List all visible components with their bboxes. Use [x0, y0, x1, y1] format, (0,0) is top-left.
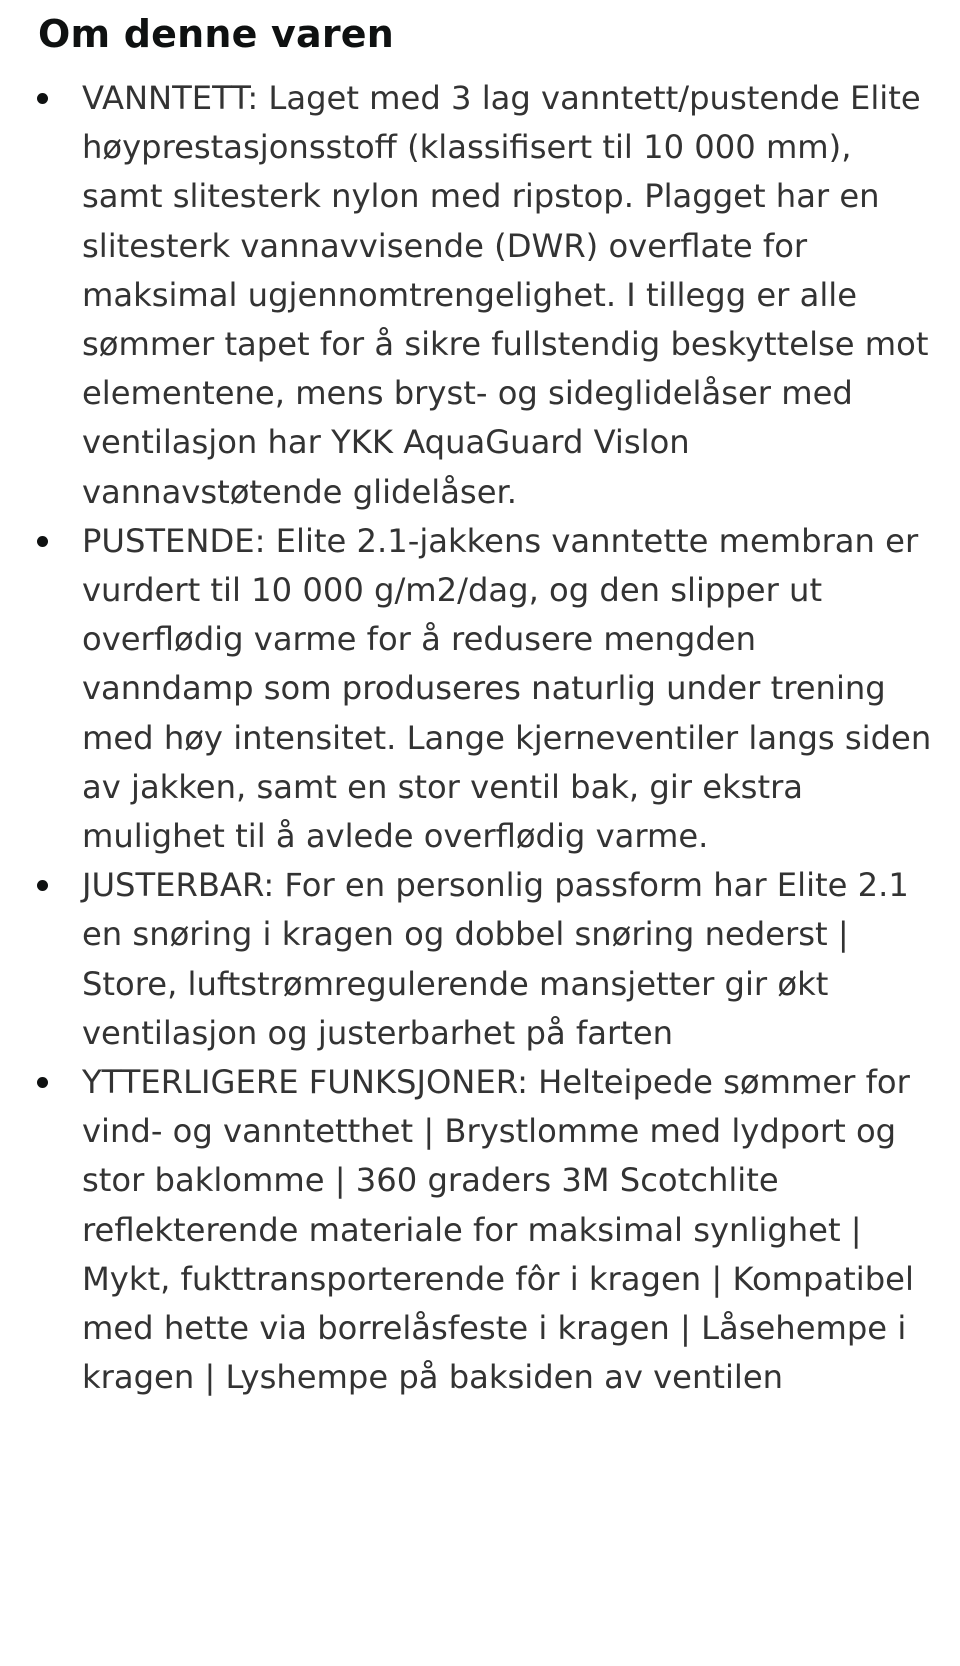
feature-bullet-text: YTTERLIGERE FUNKSJONER: Helteipede sømmer for vind- og vanntetthet | Brystlomme med lydport og stor baklomme | 360 graders 3M Scotchlite reflekterende materiale for maksimal synlighet | Mykt, fukttransporterende fôr i kragen | Kompatibel med hette via borrelåsfeste i kragen | Låsehempe i kragen | Lyshempe på baksiden av ventilen	[82, 1063, 914, 1397]
bullet-dot-icon	[37, 1077, 48, 1088]
bullet-dot-icon	[37, 93, 48, 104]
bullet-dot-icon	[37, 880, 48, 891]
bullet-dot-icon	[37, 536, 48, 547]
feature-bullet-waterproof	[0, 74, 960, 517]
feature-bullet-additional-features	[0, 1058, 960, 1402]
feature-bullet-text: VANNTETT: Laget med 3 lag vanntett/pustende Elite høyprestasjonsstoff (klassifisert til 10 000 mm), samt slitesterk nylon med ripstop. Plagget har en slitesterk vannavvisende (DWR) overflate for maksimal ugjennomtrengelighet. I tillegg er alle sømmer tapet for å sikre fullstendig beskyttelse mot elementene, mens bryst- og sideglidelåser med ventilasjon har YKK AquaGuard Vislon vannavstøtende glidelåser.	[82, 79, 929, 511]
feature-bullet-breathable	[0, 517, 960, 861]
feature-bullet-list	[0, 74, 960, 1402]
feature-bullet-text: PUSTENDE: Elite 2.1-jakkens vanntette membran er vurdert til 10 000 g/m2/dag, og den slipper ut overflødig varme for å redusere mengden vanndamp som produseres naturlig under trening med høy intensitet. Lange kjerneventiler langs siden av jakken, samt en stor ventil bak, gir ekstra mulighet til å avlede overflødig varme.	[82, 521, 932, 856]
section-title: Om denne varen	[38, 12, 394, 56]
feature-bullet-text: JUSTERBAR: For en personlig passform har Elite 2.1 en snøring i kragen og dobbel snøring nederst | Store, luftstrømregulerende mansjetter gir økt ventilasjon og justerbarhet på farten	[82, 866, 909, 1052]
feature-bullet-adjustable	[0, 861, 960, 1058]
